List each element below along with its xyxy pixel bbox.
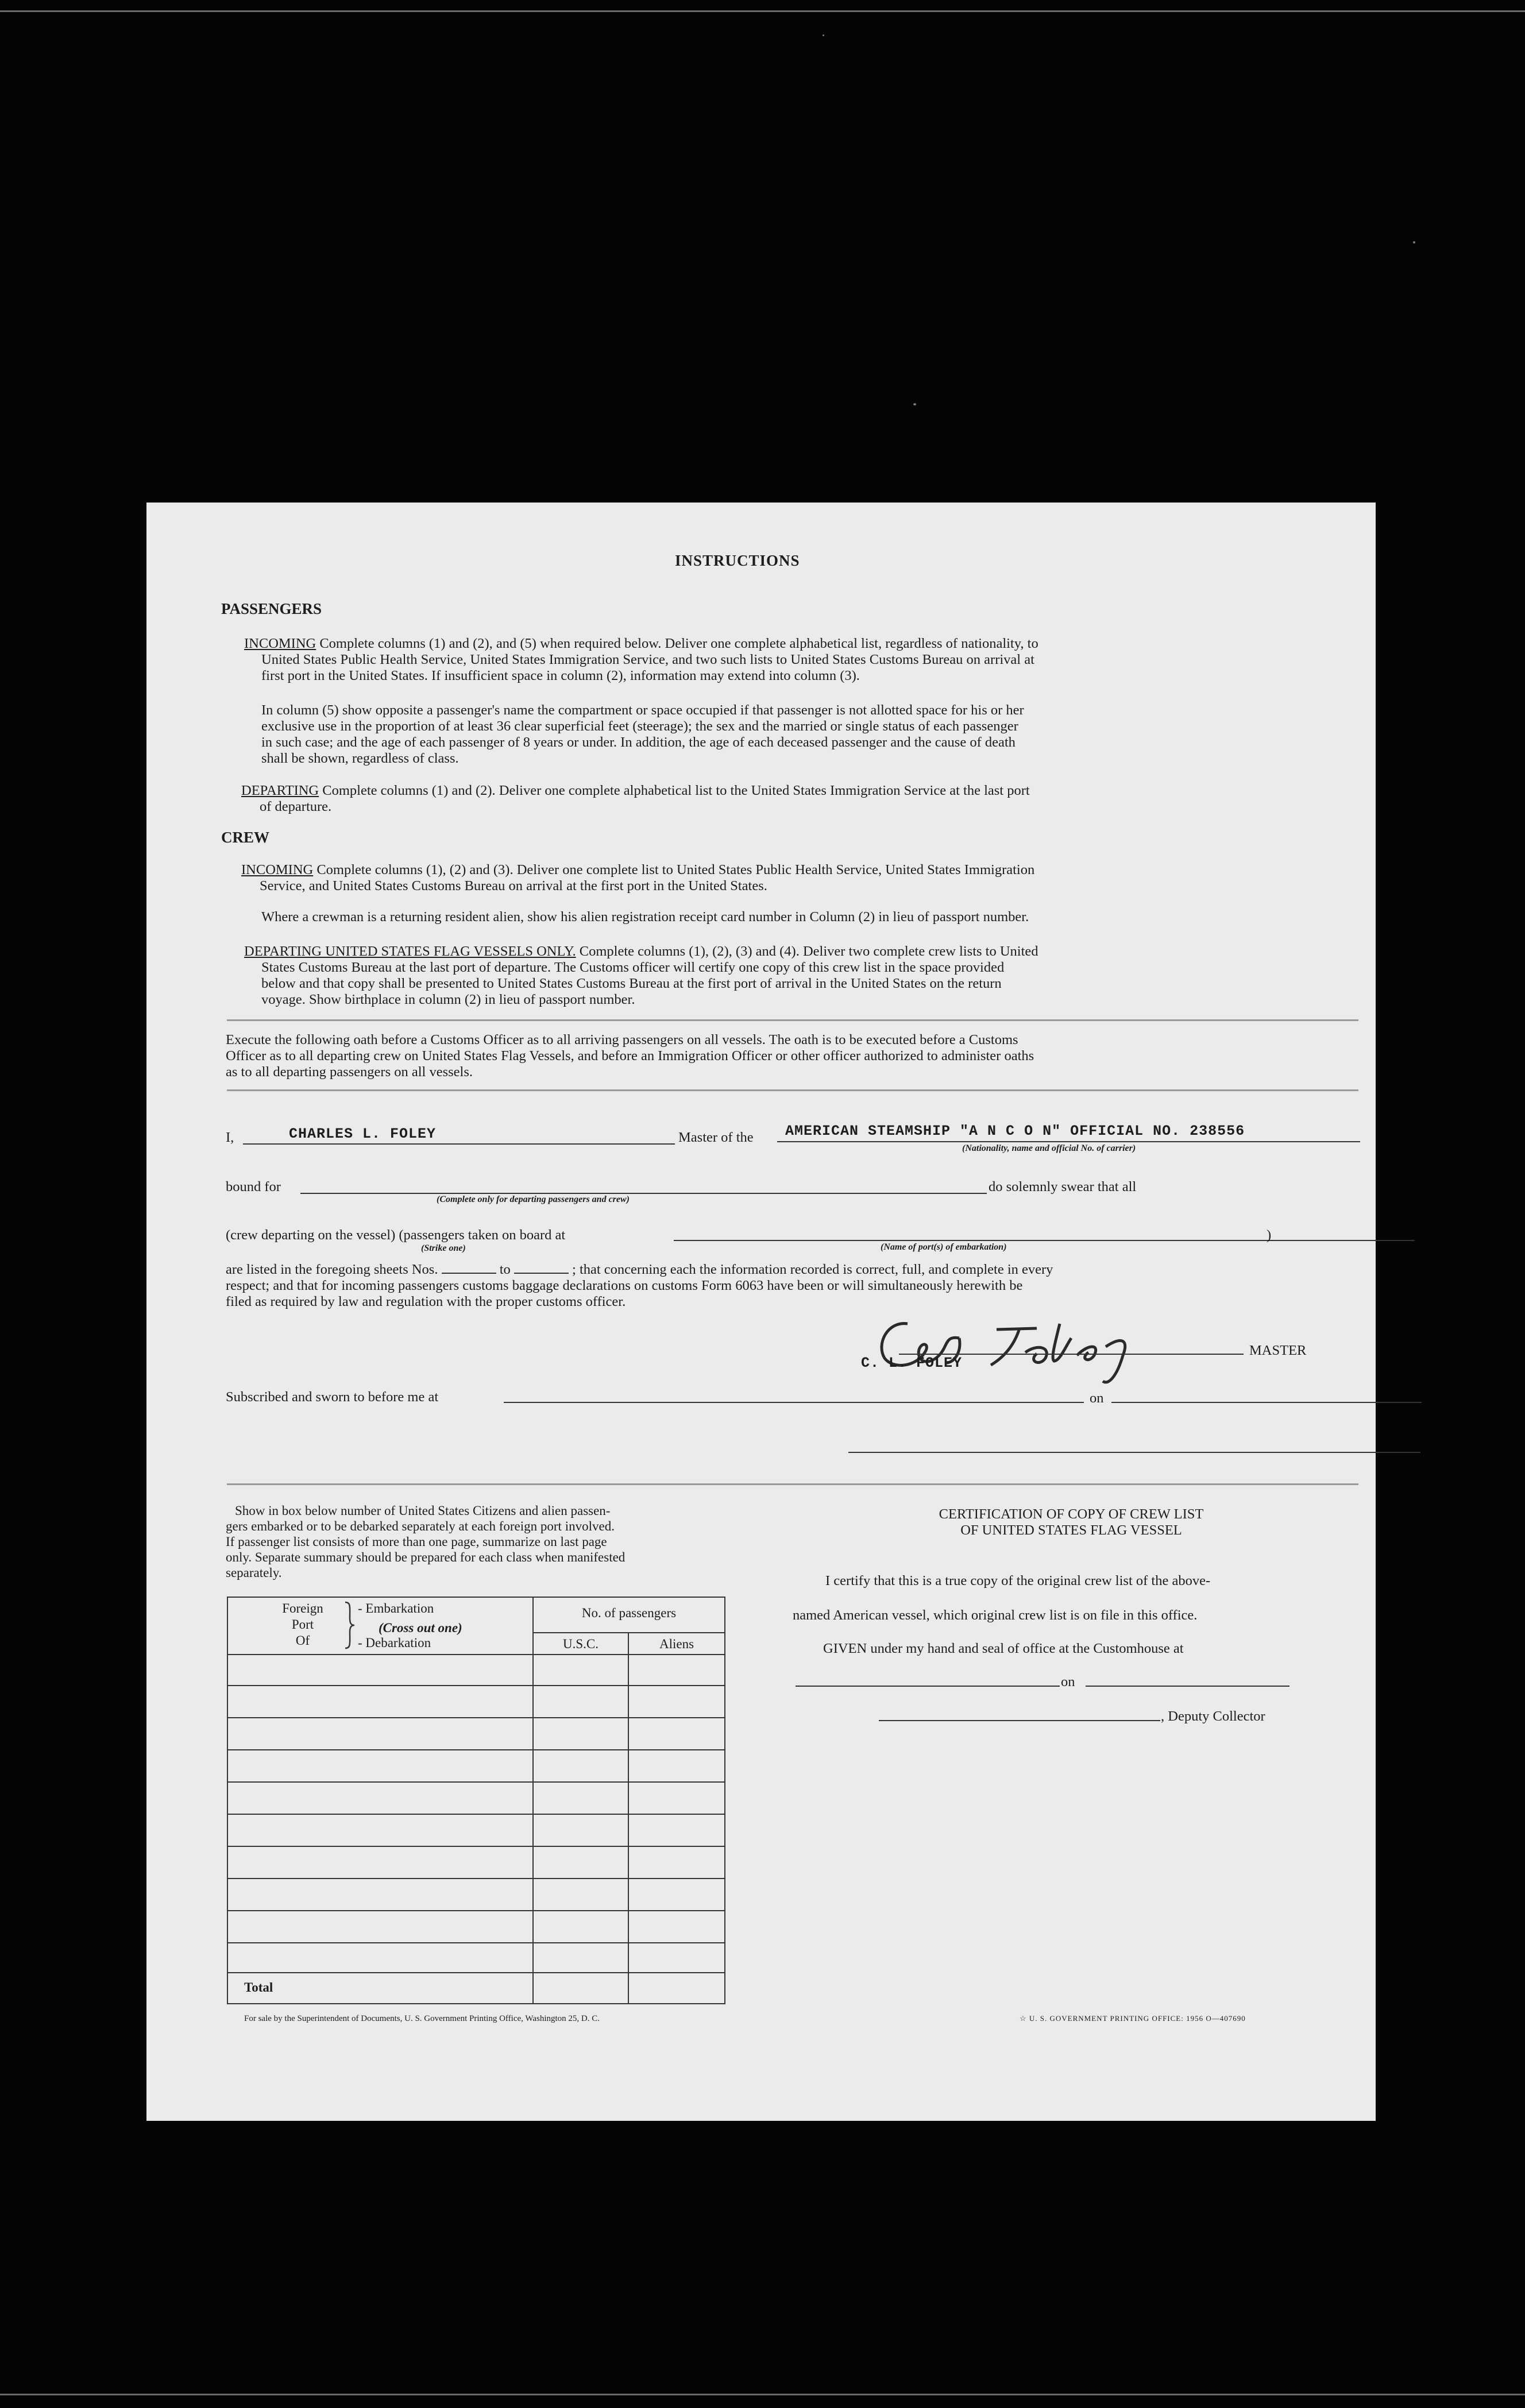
film-speck xyxy=(823,34,824,36)
subscribed-label: Subscribed and sworn to before me at xyxy=(226,1389,439,1405)
listed-sheets-line: filed as required by law and regulation with the proper customs officer. xyxy=(226,1294,626,1309)
vessel-caption: (Nationality, name and official No. of carrier) xyxy=(962,1143,1136,1153)
footer-right: ☆ U. S. GOVERNMENT PRINTING OFFICE: 1956 O—407690 xyxy=(1020,2014,1246,2023)
summary-line: separately. xyxy=(226,1566,282,1580)
crew-incoming-text: Complete columns (1), (2) and (3). Deliver one complete list to United States Public Health Service, United States Immigration xyxy=(316,862,1035,878)
summary-line: only. Separate summary should be prepared for each class when manifested xyxy=(226,1550,626,1564)
table-row xyxy=(228,1942,724,1943)
passengers-departing-block xyxy=(241,783,1358,815)
footer-left: For sale by the Superintendent of Documents, U. S. Government Printing Office, Washington 25, D. C. xyxy=(244,2014,600,2023)
officer-signature-line[interactable] xyxy=(848,1452,1420,1453)
passengers-incoming-block xyxy=(244,636,1358,684)
certification-on-label: on xyxy=(1061,1674,1075,1690)
foreign-port-header: Foreign xyxy=(282,1601,323,1615)
table-divider xyxy=(628,1633,629,2003)
listed-sheets-label: are listed in the foregoing sheets Nos. xyxy=(226,1262,438,1277)
summary-line: Show in box below number of United States Citizens and alien passen- xyxy=(235,1503,611,1518)
section-divider xyxy=(227,1089,1358,1091)
column5-line: exclusive use in the proportion of at least 36 clear superficial feet (steerage); the sex and the married or single status of each passenger xyxy=(261,718,1018,734)
usc-header: U.S.C. xyxy=(563,1637,599,1651)
resident-alien-text: Where a crewman is a returning resident alien, show his alien registration receipt card number in Column (2) in lieu of passport number. xyxy=(261,909,1029,925)
crew-departing-line: below and that copy shall be presented to United States Customs Bureau at the first port of arrival in the United States on the return xyxy=(261,976,1002,991)
table-row xyxy=(228,1878,724,1879)
passengers-departing-text: Complete columns (1) and (2). Deliver one complete alphabetical list to the United States Immigration Service at the last port xyxy=(322,783,1030,798)
master-name-field[interactable]: CHARLES L. FOLEY xyxy=(289,1126,437,1142)
crew-incoming-line xyxy=(241,862,1358,878)
instructions-title: INSTRUCTIONS xyxy=(675,552,800,569)
vessel-name-line xyxy=(777,1141,1360,1142)
master-label: MASTER xyxy=(1249,1343,1307,1358)
oath-intro xyxy=(226,1032,1358,1080)
certification-title-line: OF UNITED STATES FLAG VESSEL xyxy=(960,1522,1182,1538)
strike-caption: (Strike one) xyxy=(421,1243,466,1253)
table-row xyxy=(228,1717,724,1718)
port-caption: (Name of port(s) of embarkation) xyxy=(881,1242,1007,1252)
passengers-incoming-label: INCOMING xyxy=(244,636,316,651)
deputy-collector-label: , Deputy Collector xyxy=(1161,1709,1265,1724)
foreign-port-header: Of xyxy=(295,1633,310,1648)
table-row xyxy=(228,1972,724,1973)
certification-text: GIVEN under my hand and seal of office at the Customhouse at xyxy=(823,1641,1184,1656)
passengers-incoming-line: United States Public Health Service, United States Immigration Service, and two such lists to United States Customs Bureau on arrival at xyxy=(261,652,1034,667)
listed-sheets-line xyxy=(226,1262,1358,1278)
film-edge-bottom xyxy=(0,2394,1525,2395)
aliens-header: Aliens xyxy=(659,1637,694,1651)
table-row xyxy=(228,1749,724,1750)
bound-for-caption: (Complete only for departing passengers and crew) xyxy=(437,1195,630,1204)
crew-incoming-block xyxy=(241,862,1358,894)
certification-title xyxy=(870,1506,1272,1539)
oath-intro-line: Execute the following oath before a Customs Officer as to all arriving passengers on all vessels. The oath is to be executed before a Customs xyxy=(226,1032,1018,1048)
crew-departing-label: DEPARTING UNITED STATES FLAG VESSELS ONLY. xyxy=(244,944,576,959)
total-label: Total xyxy=(244,1980,273,1995)
subscribed-date-line[interactable] xyxy=(1111,1402,1422,1403)
crew-departing-choice: (crew departing on the vessel) (passengers taken on board at xyxy=(226,1227,566,1243)
listed-sheets-block xyxy=(226,1262,1358,1310)
embarkation-option[interactable]: - Embarkation xyxy=(358,1601,434,1615)
customhouse-line[interactable] xyxy=(796,1686,1060,1687)
column5-line: shall be shown, regardless of class. xyxy=(261,751,459,766)
deputy-collector-line[interactable] xyxy=(879,1720,1160,1721)
film-speck xyxy=(913,403,916,405)
oath-intro-line: as to all departing passengers on all vessels. xyxy=(226,1064,473,1080)
i-label: I, xyxy=(226,1130,234,1145)
bound-for-label: bound for xyxy=(226,1179,281,1195)
sheet-to-field[interactable] xyxy=(514,1273,569,1274)
summary-line: gers embarked or to be debarked separately at each foreign port involved. xyxy=(226,1519,615,1533)
certification-text: named American vessel, which original crew list is on file in this office. xyxy=(793,1607,1198,1623)
subscribed-on-label: on xyxy=(1090,1390,1104,1406)
master-name-line xyxy=(243,1143,675,1145)
section-divider xyxy=(227,1019,1358,1021)
passengers-heading: PASSENGERS xyxy=(221,600,322,617)
debarkation-option[interactable]: - Debarkation xyxy=(358,1636,431,1650)
passenger-summary-table xyxy=(227,1597,725,2004)
crew-departing-line: States Customs Bureau at the last port of departure. The Customs officer will certify one copy of this crew list in the space provided xyxy=(261,960,1005,975)
master-signature xyxy=(853,1312,1221,1387)
listed-sheets-text: ; that concerning each the information recorded is correct, full, and complete in every xyxy=(572,1262,1053,1277)
table-row xyxy=(228,1910,724,1911)
signature-line[interactable] xyxy=(899,1354,1244,1355)
listed-sheets-line: respect; and that for incoming passengers customs baggage declarations on customs Form 6063 have been or will simultaneously herewith be xyxy=(226,1278,1023,1293)
summary-line: If passenger list consists of more than one page, summarize on last page xyxy=(226,1535,607,1549)
no-of-passengers-header: No. of passengers xyxy=(581,1606,677,1620)
crew-departing-line: voyage. Show birthplace in column (2) in lieu of passport number. xyxy=(261,992,635,1007)
form-page xyxy=(146,503,1376,2121)
oath-intro-line: Officer as to all departing crew on United States Flag Vessels, and before an Immigration Officer or other officer authorized to administer oaths xyxy=(226,1048,1034,1064)
foreign-port-header: Port xyxy=(291,1617,314,1632)
crew-heading: CREW xyxy=(221,829,270,846)
master-of-label: Master of the xyxy=(678,1130,754,1145)
table-row xyxy=(228,1781,724,1783)
certification-date-line[interactable] xyxy=(1086,1686,1290,1687)
film-edge-top xyxy=(0,10,1525,12)
passengers-incoming-text: Complete columns (1) and (2), and (5) when required below. Deliver one complete alphabetical list, regardless of nationality, to xyxy=(319,636,1038,651)
crew-departing-line xyxy=(244,944,1358,960)
film-speck xyxy=(1413,241,1415,243)
passengers-incoming-line: first port in the United States. If insufficient space in column (2), information may extend into column (3). xyxy=(261,668,860,683)
cross-out-caption: (Cross out one) xyxy=(379,1621,462,1635)
passengers-departing-label: DEPARTING xyxy=(241,783,319,798)
vessel-name-field[interactable]: AMERICAN STEAMSHIP "A N C O N" OFFICIAL NO. 238556 xyxy=(785,1123,1245,1139)
bound-for-line[interactable] xyxy=(300,1193,987,1194)
crew-departing-block xyxy=(244,944,1358,1008)
typed-signature: C. L. FOLEY xyxy=(861,1355,963,1371)
summary-instructions xyxy=(226,1503,731,1580)
table-divider xyxy=(532,1632,724,1633)
certification-text: I certify that this is a true copy of the original crew list of the above- xyxy=(825,1573,1211,1588)
table-divider xyxy=(228,1654,724,1655)
table-row xyxy=(228,1685,724,1686)
close-paren: ) xyxy=(1267,1227,1272,1243)
crew-incoming-line: Service, and United States Customs Bureau on arrival at the first port in the United States. xyxy=(260,878,767,894)
column5-line: in such case; and the age of each passenger of 8 years or under. In addition, the age of each deceased passenger and the cause of death xyxy=(261,735,1016,750)
column5-line: In column (5) show opposite a passenger's name the compartment or space occupied if that passenger is not allotted space for his or her xyxy=(261,702,1024,718)
column5-instructions xyxy=(261,702,1358,767)
crew-incoming-label: INCOMING xyxy=(241,862,314,878)
table-row xyxy=(228,1846,724,1847)
embarkation-port-line[interactable] xyxy=(674,1240,1415,1241)
crew-departing-text: Complete columns (1), (2), (3) and (4). Deliver two complete crew lists to United xyxy=(579,944,1038,959)
brace-icon xyxy=(343,1601,357,1649)
sheet-to-label: to xyxy=(499,1262,511,1277)
subscribed-place-line[interactable] xyxy=(504,1402,1084,1403)
passengers-departing-line xyxy=(241,783,1358,799)
passengers-departing-line: of departure. xyxy=(260,799,332,814)
section-divider xyxy=(227,1483,1358,1485)
certification-title-line: CERTIFICATION OF COPY OF CREW LIST xyxy=(939,1506,1204,1522)
sheet-from-field[interactable] xyxy=(442,1273,496,1274)
passengers-incoming-line xyxy=(244,636,1358,652)
table-row xyxy=(228,1814,724,1815)
swear-label: do solemnly swear that all xyxy=(989,1179,1137,1195)
